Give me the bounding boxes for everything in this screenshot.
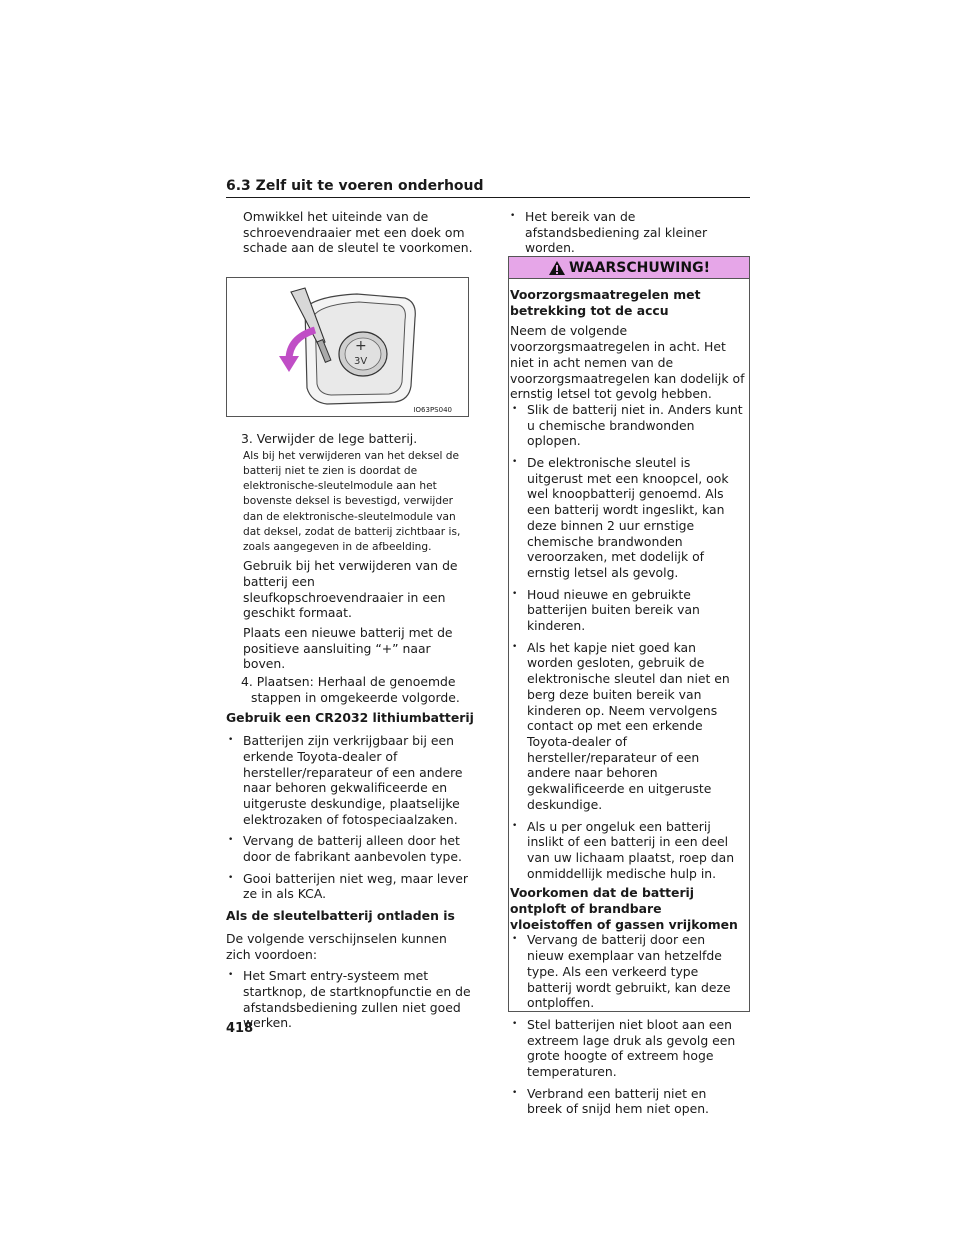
figure-code: IO63PS040	[413, 406, 452, 414]
bullet-item: • Gooi batterijen niet weg, maar lever ze in als KCA.	[226, 871, 474, 902]
heading-battery-empty: Als de sleutelbatterij ontladen is	[226, 908, 455, 924]
bullet-item: • Vervang de batterij alleen door het door de fabrikant aanbevolen type.	[226, 833, 474, 864]
warning-bullet: • Houd nieuwe en gebruikte batterijen buiten bereik van kinderen.	[510, 587, 745, 634]
step-3-para-2: Gebruik bij het verwijderen van de batterij een sleufkopschroevendraaier in een geschikt formaat.	[243, 558, 458, 621]
section-title: 6.3 Zelf uit te voeren onderhoud	[226, 178, 750, 198]
page-number: 418	[226, 1021, 254, 1036]
warning-title: WAARSCHUWING!	[569, 259, 710, 276]
warning-bullet: • Als het kapje niet goed kan worden gesloten, gebruik de elektronische sleutel dan niet en berg deze buiten bereik van kinderen op. Neem vervolgens contact op met een erkende Toyota-dealer of hersteller/reparateur of een andere naar behoren gekwalificeerde en uitgeruste deskundige.	[510, 640, 745, 813]
warning-bullet: • De elektronische sleutel is uitgerust met een knoopcel, ook wel knoopbatterij genoemd. Als een batterij wordt ingeslikt, kan deze binnen 2 uur ernstige chemische brandwonden veroorzaken, met dodelijk of ernstig letsel als gevolg.	[510, 455, 745, 581]
step-3-note: Als bij het verwijderen van het deksel de batterij niet te zien is doordat de elektronische-sleutelmodule aan het bovenste deksel is bevestigd, verwijder dan de elektronische-sleutelmodule van dat deksel, zodat de batterij zichtbaar is, zoals aangegeven in de afbeelding.	[243, 449, 461, 553]
battery-3v-label: 3V	[354, 356, 368, 367]
warning-heading-2: Voorkomen dat de batterij ontploft of brandbare vloeistoffen of gassen vrijkomen	[510, 885, 738, 932]
warning-heading-1: Voorzorgsmaatregelen met betrekking tot de accu	[510, 287, 701, 318]
warning-intro: Neem de volgende voorzorgsmaatregelen in acht. Het niet in acht nemen van de voorzorgsmaatregelen kan dodelijk of ernstig letsel tot gevolg hebben.	[510, 323, 745, 402]
step-4: 4. Plaatsen: Herhaal de genoemde stappen in omgekeerde volgorde.	[241, 674, 460, 705]
right-top-block	[508, 209, 750, 256]
step-3: 3. Verwijder de lege batterij.	[241, 431, 418, 446]
symptoms-intro: De volgende verschijnselen kunnen zich voordoen:	[226, 930, 447, 962]
battery-removal-figure	[226, 277, 469, 417]
battery-plus-label: +	[355, 338, 367, 354]
warning-bullet: • Stel batterijen niet bloot aan een extreem lage druk als gevolg een grote hoogte of extreem hoge temperaturen.	[510, 1017, 745, 1080]
warning-title-bar	[509, 257, 749, 279]
warning-triangle-icon	[548, 260, 566, 276]
bullet-item: • Het Smart entry-systeem met startknop, de startknopfunctie en de afstandsbediening zullen niet goed werken.	[226, 968, 474, 1031]
warning-bullet: • Als u per ongeluk een batterij inslikt of een batterij in een deel van uw lichaam plaatst, roep dan onmiddellijk medische hulp in.	[510, 819, 745, 882]
left-main-column	[226, 431, 474, 1031]
key-fob-illustration	[227, 278, 468, 416]
heading-cr2032: Gebruik een CR2032 lithiumbatterij	[226, 710, 474, 726]
warning-bullet: • Slik de batterij niet in. Anders kunt u chemische brandwonden oplopen.	[510, 402, 745, 449]
warning-bullet: • Vervang de batterij door een nieuw exemplaar van hetzelfde type. Als een verkeerd type batterij wordt gebruikt, kan deze ontploffen.	[510, 932, 745, 1011]
bullet-item: • Batterijen zijn verkrijgbaar bij een erkende Toyota-dealer of hersteller/reparateur of een andere naar behoren gekwalificeerde en uitgeruste deskundige, plaatselijke elektrozaken of fotospeciaalzaken.	[226, 733, 474, 827]
warning-body	[509, 279, 749, 1117]
warning-box	[508, 256, 750, 1117]
intro-paragraph: Omwikkel het uiteinde van de schroevendraaier met een doek om schade aan de sleutel te voorkomen.	[243, 209, 473, 256]
warning-bullet: • Verbrand een batterij niet en breek of snijd hem niet open.	[510, 1086, 745, 1117]
left-intro-block	[226, 209, 474, 256]
bullet-item: • Het bereik van de afstandsbediening zal kleiner worden.	[508, 209, 750, 256]
step-3-para-3: Plaats een nieuwe batterij met de positieve aansluiting “+” naar boven.	[243, 624, 453, 672]
